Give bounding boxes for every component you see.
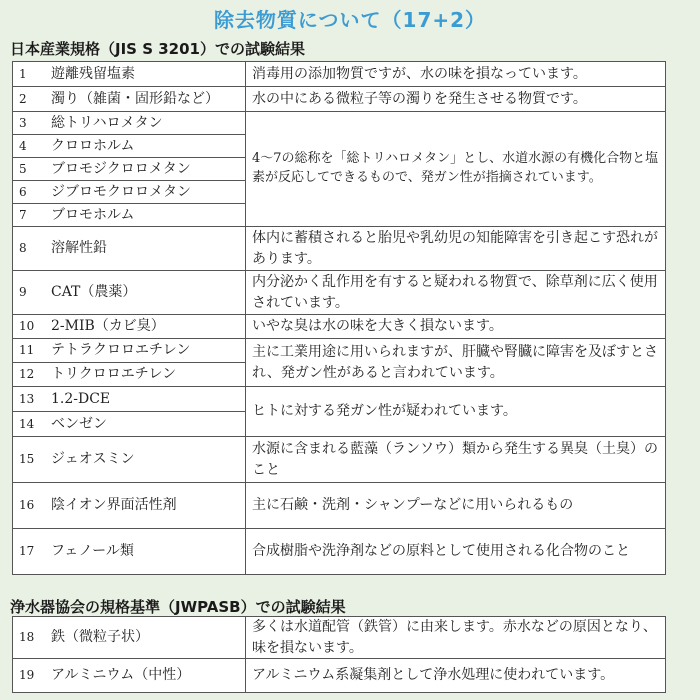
row-number: 15 — [19, 452, 35, 467]
substance-name: 溶解性鉛 — [51, 240, 107, 257]
row-number: 11 — [19, 343, 35, 358]
substance-name: ジブロモクロロメタン — [51, 183, 191, 200]
substance-name: 2-MIB（カビ臭） — [51, 318, 165, 335]
table-row — [13, 339, 666, 363]
substance-name: ジェオスミン — [51, 451, 135, 468]
substance-name: クロロホルム — [51, 137, 135, 154]
jis-results-table — [12, 61, 666, 575]
row-number: 6 — [19, 184, 27, 199]
substance-description: ヒトに対する発ガン性が疑われています。 — [246, 387, 666, 437]
table-row — [13, 227, 666, 271]
substance-name: ベンゼン — [51, 415, 107, 432]
table-row — [13, 387, 666, 412]
substance-name: CAT（農薬） — [51, 284, 137, 301]
substance-name: 1.2-DCE — [51, 390, 111, 407]
substance-name: テトラクロロエチレン — [51, 342, 191, 359]
substance-description: 水源に含まれる藍藻（ランソウ）類から発生する異臭（土臭）のこと — [246, 437, 666, 483]
table-row — [13, 87, 666, 112]
substance-description: 多くは水道配管（鉄管）に由来します。赤水などの原因となり、味を損ないます。 — [246, 617, 666, 659]
substance-name: 鉄（微粒子状） — [51, 629, 149, 646]
table-row — [13, 529, 666, 575]
substance-name: 陰イオン界面活性剤 — [51, 497, 177, 514]
row-number: 14 — [19, 416, 35, 431]
substance-name: ブロモホルム — [51, 206, 135, 223]
row-number: 3 — [19, 115, 27, 130]
row-number: 12 — [19, 367, 35, 382]
row-number: 5 — [19, 161, 27, 176]
jwpasb-results-table — [12, 616, 666, 693]
table-row — [13, 62, 666, 87]
substance-description: 合成樹脂や洗浄剤などの原料として使用される化合物のこと — [246, 529, 666, 575]
section-title-jwpasb: 浄水器協会の規格基準（JWPASB）での試験結果 — [10, 598, 346, 616]
substance-name: 遊離残留塩素 — [51, 65, 135, 82]
section-title-jis: 日本産業規格（JIS S 3201）での試験結果 — [10, 40, 305, 58]
table-row — [13, 659, 666, 693]
substance-description: 主に工業用途に用いられますが、肝臓や腎臓に障害を及ぼすとされ、発ガン性があると言われています。 — [246, 339, 666, 387]
substance-description: 体内に蓄積されると胎児や乳幼児の知能障害を引き起こす恐れがあります。 — [246, 227, 666, 271]
row-number: 17 — [19, 544, 35, 559]
substance-description: 内分泌かく乱作用を有すると疑われる物質で、除草剤に広く使用されています。 — [246, 271, 666, 315]
row-number: 8 — [19, 241, 27, 256]
substance-description: いやな臭は水の味を大きく損ないます。 — [246, 315, 666, 339]
row-number: 7 — [19, 207, 27, 222]
substance-name: トリクロロエチレン — [51, 366, 177, 383]
page-title: 除去物質について（17+2） — [213, 8, 487, 32]
row-number: 16 — [19, 498, 35, 513]
substance-name: ブロモジクロロメタン — [51, 160, 191, 177]
row-number: 2 — [19, 91, 27, 106]
row-number: 13 — [19, 391, 35, 406]
table-row — [13, 112, 666, 135]
substance-description: 水の中にある微粒子等の濁りを発生させる物質です。 — [246, 87, 666, 112]
substance-description: 4～7の総称を「総トリハロメタン」とし、水道水源の有機化合物と塩素が反応してできるもので、発ガン性が指摘されています。 — [246, 112, 666, 227]
substance-name: 濁り（雑菌・固形鉛など） — [51, 90, 219, 107]
substance-name: アルミニウム（中性） — [51, 667, 191, 684]
row-number: 4 — [19, 138, 27, 153]
row-number: 19 — [19, 668, 35, 683]
substance-description: 主に石鹸・洗剤・シャンプーなどに用いられるもの — [246, 483, 666, 529]
substance-name: 総トリハロメタン — [51, 114, 163, 131]
table-row — [13, 315, 666, 339]
substance-name: フェノール類 — [51, 543, 134, 560]
table-row — [13, 271, 666, 315]
table-row — [13, 437, 666, 483]
row-number: 18 — [19, 630, 35, 645]
row-number: 1 — [19, 66, 27, 81]
table-row — [13, 617, 666, 659]
row-number: 10 — [19, 319, 35, 334]
row-number: 9 — [19, 285, 27, 300]
table-row — [13, 483, 666, 529]
substance-description: アルミニウム系凝集剤として浄水処理に使われています。 — [246, 659, 666, 693]
substance-description: 消毒用の添加物質ですが、水の味を損なっています。 — [246, 62, 666, 87]
